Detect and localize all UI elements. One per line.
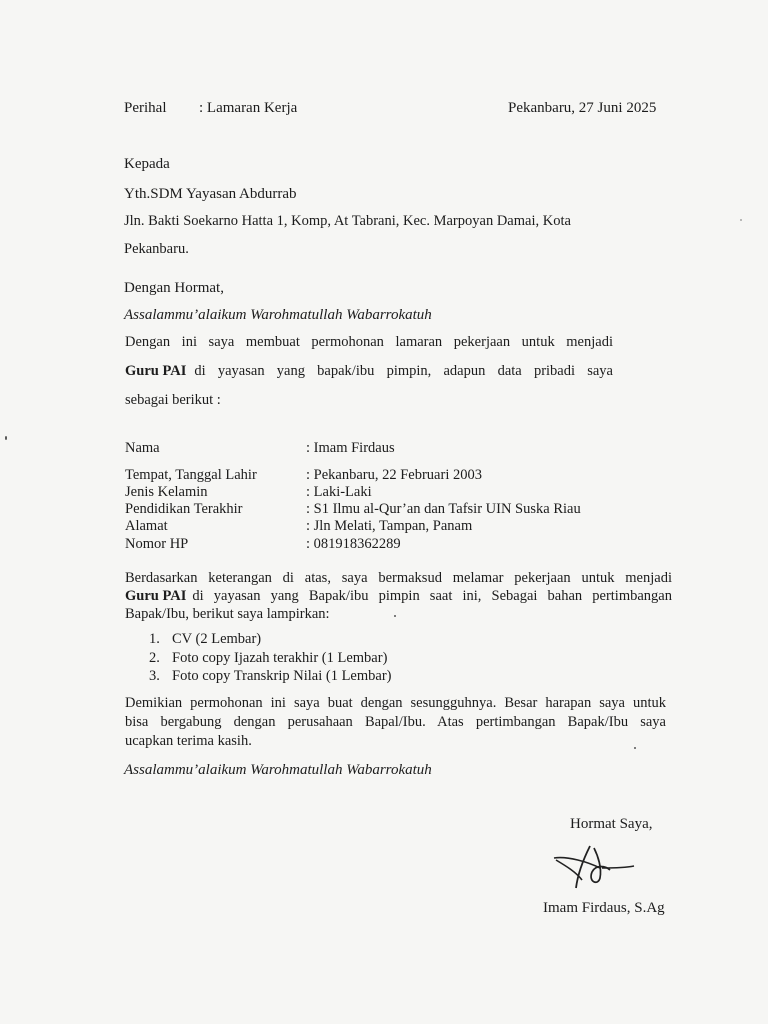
body-p2-line2: bisa bergabung dengan perusahaan Bapal/Ibu. Atas pertimbangan Bapak/Ibu saya: [125, 714, 666, 730]
attachment-num-1: 1.: [149, 631, 160, 647]
scan-speck: [634, 747, 636, 749]
bio-value-gender: : Laki-Laki: [306, 484, 372, 500]
scan-speck: [394, 615, 396, 617]
greeting-opening: Assalammu’alaikum Warohmatullah Wabarrokatuh: [124, 307, 432, 323]
signatory-name: Imam Firdaus, S.Ag: [543, 900, 665, 916]
bio-label-phone: Nomor HP: [125, 536, 189, 552]
position-bold-2: Guru PAI: [125, 588, 187, 604]
attachment-text-3: Foto copy Transkrip Nilai (1 Lembar): [172, 668, 392, 684]
bio-value-ttl: : Pekanbaru, 22 Februari 2003: [306, 467, 482, 483]
bio-value-education: : S1 Ilmu al-Qur’an dan Tafsir UIN Suska Riau: [306, 501, 581, 517]
recipient-name: Yth.SDM Yayasan Abdurrab: [124, 186, 297, 202]
body-p2-line3: ucapkan terima kasih.: [125, 733, 252, 749]
perihal-value: : Lamaran Kerja: [199, 100, 298, 116]
attachment-num-2: 2.: [149, 650, 160, 666]
position-bold: Guru PAI: [125, 363, 187, 379]
salutation: Dengan Hormat,: [124, 280, 224, 296]
attachment-num-3: 3.: [149, 668, 160, 684]
body-p1-line3: Bapak/Ibu, berikut saya lampirkan:: [125, 606, 330, 622]
intro-line1: Dengan ini saya membuat permohonan lamaran pekerjaan untuk menjadi: [125, 334, 613, 350]
recipient-address-line2: Pekanbaru.: [124, 241, 189, 257]
bio-value-address: : Jln Melati, Tampan, Panam: [306, 518, 473, 534]
bio-label-gender: Jenis Kelamin: [125, 484, 208, 500]
attachment-text-1: CV (2 Lembar): [172, 631, 262, 647]
place-date: Pekanbaru, 27 Juni 2025: [508, 100, 657, 116]
bio-label-education: Pendidikan Terakhir: [125, 501, 243, 517]
intro-line2-rest: di yayasan yang bapak/ibu pimpin, adapun data pribadi saya: [194, 363, 613, 379]
greeting-closing: Assalammu’alaikum Warohmatullah Wabarrokatuh: [124, 762, 432, 778]
bio-label-nama: Nama: [125, 440, 160, 456]
intro-line3: sebagai berikut :: [125, 392, 221, 408]
bio-value-phone: : 081918362289: [306, 536, 401, 552]
scan-speck: [740, 219, 742, 221]
recipient-to: Kepada: [124, 156, 170, 172]
bio-value-nama: : Imam Firdaus: [306, 440, 395, 456]
body-p1-line2: [125, 588, 672, 605]
body-p1-line1: Berdasarkan keterangan di atas, saya bermaksud melamar pekerjaan untuk menjadi: [125, 570, 672, 586]
body-p2-line1: Demikian permohonan ini saya buat dengan sesungguhnya. Besar harapan saya untuk: [125, 695, 666, 711]
bio-label-ttl: Tempat, Tanggal Lahir: [125, 467, 257, 483]
recipient-address-line1: Jln. Bakti Soekarno Hatta 1, Komp, At Tabrani, Kec. Marpoyan Damai, Kota: [124, 213, 571, 229]
bio-label-address: Alamat: [125, 518, 168, 534]
scan-speck: [5, 436, 7, 440]
body-p1-line2-rest: di yayasan yang Bapak/ibu pimpin saat ini, Sebagai bahan pertimbangan: [192, 588, 672, 604]
closing-hormat: Hormat Saya,: [570, 816, 653, 832]
perihal-label: Perihal: [124, 100, 167, 116]
intro-line2: [125, 363, 613, 380]
attachment-text-2: Foto copy Ijazah terakhir (1 Lembar): [172, 650, 388, 666]
handwritten-signature: [548, 838, 638, 894]
